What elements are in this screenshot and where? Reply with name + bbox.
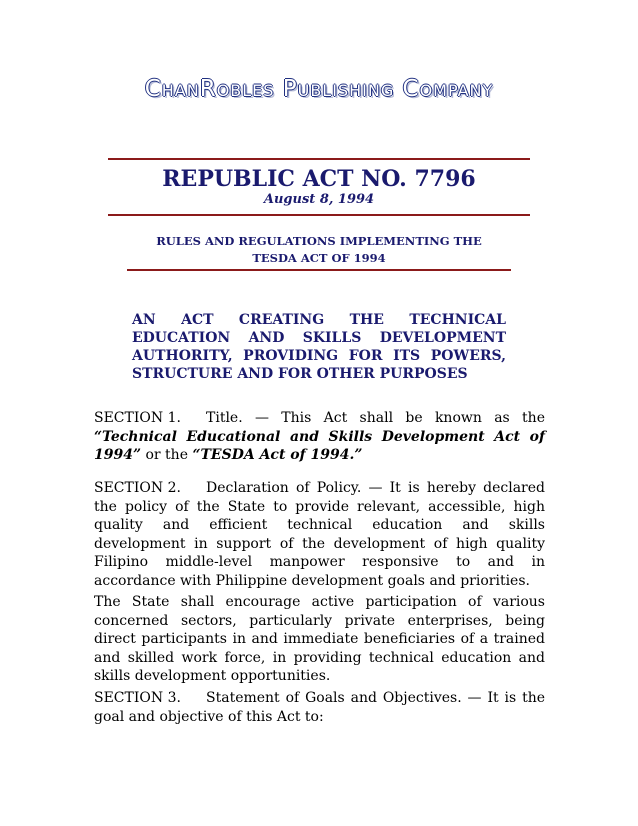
section-2-paragraph-2: The State shall encourage active participation of various concerned sectors, particularly private enterprises, being direct participants in and immediate beneficiaries of a trained and skilled work force, in providing technical education and skills development opportunities.	[94, 594, 545, 684]
section-2-heading: SECTION 2.	[94, 480, 181, 496]
section-1	[94, 409, 545, 465]
section-3-heading: SECTION 3.	[94, 690, 181, 706]
act-date: August 8, 1994	[263, 192, 375, 207]
section-3-text: Statement of Goals and Objectives. — It is the goal and objective of this Act to:	[94, 690, 545, 725]
section-2-text: Declaration of Policy. — It is hereby declared the policy of the State to provide relevant, accessible, high quality and efficient technical education and skills development in support of the development of high quality Filipino middle-level manpower responsive to and in accordance with Philippine development goals and priorities.	[94, 480, 545, 589]
section-1-heading: SECTION 1.	[94, 410, 181, 426]
section-1-short-title: “Technical Educational and Skills Development Act of 1994”	[94, 428, 545, 463]
publisher-name: ChanRobles Publishing Company	[144, 76, 494, 102]
act-title: REPUBLIC ACT NO. 7796	[162, 166, 476, 192]
section-1-text-b: or the	[141, 447, 193, 463]
rules-bottom-rule	[127, 269, 511, 271]
title-top-rule	[108, 158, 530, 160]
title-bottom-rule	[108, 214, 530, 216]
section-1-text-a: Title. — This Act shall be known as the	[206, 410, 545, 426]
section-1-alt-title: “TESDA Act of 1994.”	[192, 447, 363, 463]
rules-title: RULES AND REGULATIONS IMPLEMENTING THE TESDA ACT OF 1994	[156, 234, 482, 265]
section-2	[94, 479, 545, 590]
section-3	[94, 689, 545, 726]
act-purpose: AN ACT CREATING THE TECHNICAL EDUCATION AND SKILLS DEVELOPMENT AUTHORITY, PROVIDING FOR ITS POWERS, STRUCTURE AND FOR OTHER PURPOSES	[132, 312, 506, 382]
